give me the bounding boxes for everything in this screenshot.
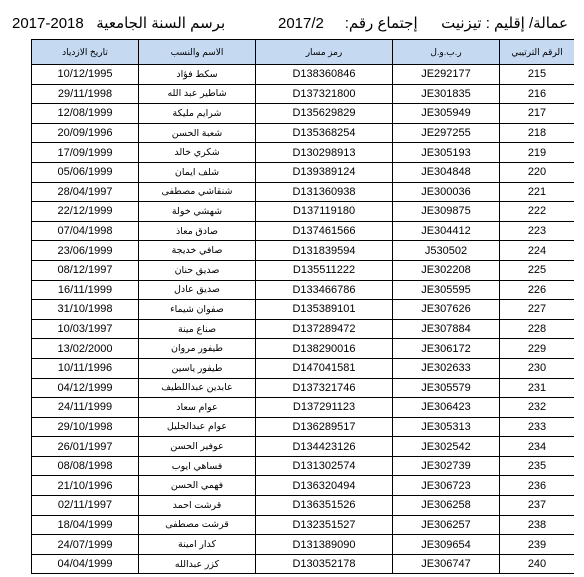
cell-number: 227 [500, 300, 575, 320]
cell-birthdate: 10/12/1995 [32, 65, 139, 85]
meeting-number [278, 14, 418, 32]
cell-massar: D137119180 [256, 202, 393, 222]
cell-number: 215 [500, 65, 575, 85]
cell-birthdate: 20/09/1996 [32, 123, 139, 143]
cell-name: صديق حنان [139, 260, 256, 280]
cell-number: 225 [500, 260, 575, 280]
table-row [32, 143, 575, 163]
cell-cin: JE309654 [393, 535, 500, 555]
cell-massar: D133466786 [256, 280, 393, 300]
table-row [32, 378, 575, 398]
cell-number: 232 [500, 398, 575, 418]
academic-year-label: برسم السنة الجامعية [96, 15, 226, 32]
cell-cin: JE300036 [393, 182, 500, 202]
cell-massar: D135389101 [256, 300, 393, 320]
table-row [32, 535, 575, 555]
cell-massar: D136351526 [256, 496, 393, 516]
cell-cin: JE306258 [393, 496, 500, 516]
cell-birthdate: 07/04/1998 [32, 221, 139, 241]
cell-birthdate: 10/11/1996 [32, 358, 139, 378]
table-row [32, 319, 575, 339]
cell-birthdate: 13/02/2000 [32, 339, 139, 359]
cell-cin: JE306723 [393, 476, 500, 496]
cell-birthdate: 12/08/1999 [32, 104, 139, 124]
cell-massar: D137321746 [256, 378, 393, 398]
table-row [32, 123, 575, 143]
cell-cin: JE304848 [393, 162, 500, 182]
cell-name: شكري خالد [139, 143, 256, 163]
cell-massar: D131302574 [256, 456, 393, 476]
cell-number: 228 [500, 319, 575, 339]
table-row [32, 476, 575, 496]
cell-number: 224 [500, 241, 575, 261]
cell-massar: D138290016 [256, 339, 393, 359]
cell-massar: D138360846 [256, 65, 393, 85]
cell-cin: JE306257 [393, 515, 500, 535]
table-row [32, 554, 575, 574]
cell-number: 240 [500, 554, 575, 574]
cell-massar: D131839594 [256, 241, 393, 261]
cell-number: 238 [500, 515, 575, 535]
academic-year [12, 14, 225, 32]
cell-name: قرشت احمد [139, 496, 256, 516]
province-label: عمالة/ إقليم : [485, 15, 568, 32]
cell-number: 234 [500, 437, 575, 457]
cell-cin: JE305579 [393, 378, 500, 398]
cell-birthdate: 21/10/1996 [32, 476, 139, 496]
academic-year-value: 2018-2017 [12, 15, 84, 32]
cell-massar: D137461566 [256, 221, 393, 241]
cell-cin: JE302542 [393, 437, 500, 457]
cell-name: شنقاشي مصطفى [139, 182, 256, 202]
cell-birthdate: 26/01/1997 [32, 437, 139, 457]
cell-name: شاطير عبد الله [139, 84, 256, 104]
cell-birthdate: 04/04/1999 [32, 554, 139, 574]
cell-name: صفوان شيماء [139, 300, 256, 320]
cell-birthdate: 29/10/1998 [32, 417, 139, 437]
cell-birthdate: 02/11/1997 [32, 496, 139, 516]
cell-name: فهمي الحسن [139, 476, 256, 496]
cell-number: 221 [500, 182, 575, 202]
cell-massar: D135629829 [256, 104, 393, 124]
cell-number: 230 [500, 358, 575, 378]
cell-massar: D135511222 [256, 260, 393, 280]
cell-number: 233 [500, 417, 575, 437]
cell-name: شهشي خولة [139, 202, 256, 222]
cell-number: 237 [500, 496, 575, 516]
cell-birthdate: 23/06/1999 [32, 241, 139, 261]
table-row [32, 358, 575, 378]
cell-number: 226 [500, 280, 575, 300]
table-row [32, 84, 575, 104]
cell-birthdate: 08/12/1997 [32, 260, 139, 280]
cell-cin: JE309875 [393, 202, 500, 222]
table-row [32, 104, 575, 124]
cell-number: 222 [500, 202, 575, 222]
cell-cin: JE306747 [393, 554, 500, 574]
cell-cin: JE297255 [393, 123, 500, 143]
cell-cin: JE302633 [393, 358, 500, 378]
table-row [32, 398, 575, 418]
cell-massar: D137321800 [256, 84, 393, 104]
cell-cin: JE305193 [393, 143, 500, 163]
cell-name: طيفور ياسين [139, 358, 256, 378]
table-row [32, 437, 575, 457]
cell-name: عوام سعاد [139, 398, 256, 418]
meeting-number-value: 2017/2 [278, 15, 324, 32]
table-header-row [32, 40, 575, 65]
table-row [32, 221, 575, 241]
table-row [32, 300, 575, 320]
cell-name: عوفير الحسن [139, 437, 256, 457]
cell-birthdate: 05/06/1999 [32, 162, 139, 182]
table-row [32, 515, 575, 535]
table-row [32, 496, 575, 516]
cell-cin: JE305949 [393, 104, 500, 124]
cell-cin: J530502 [393, 241, 500, 261]
table-row [32, 65, 575, 85]
cell-number: 223 [500, 221, 575, 241]
cell-cin: JE305313 [393, 417, 500, 437]
cell-number: 220 [500, 162, 575, 182]
cell-name: قرشت مصطفى [139, 515, 256, 535]
column-header-name: الاسم والنسب [139, 40, 256, 65]
cell-name: كزر عبدالله [139, 554, 256, 574]
cell-massar: D139389124 [256, 162, 393, 182]
cell-cin: JE306172 [393, 339, 500, 359]
cell-name: عابدين عبداللطيف [139, 378, 256, 398]
cell-number: 219 [500, 143, 575, 163]
cell-number: 218 [500, 123, 575, 143]
cell-massar: D131389090 [256, 535, 393, 555]
table-row [32, 280, 575, 300]
column-header-massar: رمز مسار [256, 40, 393, 65]
column-header-number: الرقم الترتيبي [500, 40, 575, 65]
cell-massar: D131360938 [256, 182, 393, 202]
cell-birthdate: 18/04/1999 [32, 515, 139, 535]
cell-massar: D136289517 [256, 417, 393, 437]
cell-birthdate: 29/11/1998 [32, 84, 139, 104]
cell-name: فساهي ايوب [139, 456, 256, 476]
cell-number: 216 [500, 84, 575, 104]
table-row [32, 417, 575, 437]
cell-name: عوام عبدالجليل [139, 417, 256, 437]
column-header-cin: ر.ب.و.ل [393, 40, 500, 65]
cell-birthdate: 10/03/1997 [32, 319, 139, 339]
cell-birthdate: 04/12/1999 [32, 378, 139, 398]
cell-massar: D130298913 [256, 143, 393, 163]
cell-name: طيفور مروان [139, 339, 256, 359]
table-row [32, 162, 575, 182]
table-row [32, 339, 575, 359]
cell-massar: D135368254 [256, 123, 393, 143]
cell-massar: D137291123 [256, 398, 393, 418]
cell-massar: D147041581 [256, 358, 393, 378]
cell-massar: D132351527 [256, 515, 393, 535]
cell-name: شرايم مليكة [139, 104, 256, 124]
cell-cin: JE306423 [393, 398, 500, 418]
cell-birthdate: 22/12/1999 [32, 202, 139, 222]
column-header-birthdate: تاريخ الازدياد [32, 40, 139, 65]
cell-birthdate: 28/04/1997 [32, 182, 139, 202]
cell-birthdate: 24/07/1999 [32, 535, 139, 555]
cell-cin: JE302208 [393, 260, 500, 280]
cell-birthdate: 08/08/1998 [32, 456, 139, 476]
students-table-container [31, 39, 574, 577]
cell-birthdate: 24/11/1999 [32, 398, 139, 418]
cell-birthdate: 31/10/1998 [32, 300, 139, 320]
table-row [32, 182, 575, 202]
table-body [32, 65, 575, 574]
cell-massar: D130352178 [256, 554, 393, 574]
province [441, 14, 568, 32]
cell-cin: JE301835 [393, 84, 500, 104]
cell-name: صناع مينة [139, 319, 256, 339]
cell-cin: JE307884 [393, 319, 500, 339]
table-row [32, 202, 575, 222]
cell-number: 235 [500, 456, 575, 476]
meeting-number-label: إجتماع رقم: [344, 15, 418, 32]
cell-cin: JE292177 [393, 65, 500, 85]
cell-name: شعبة الحسن [139, 123, 256, 143]
cell-name: شلف ايمان [139, 162, 256, 182]
cell-number: 239 [500, 535, 575, 555]
cell-cin: JE302739 [393, 456, 500, 476]
cell-massar: D136320494 [256, 476, 393, 496]
cell-birthdate: 17/09/1999 [32, 143, 139, 163]
students-table [31, 39, 574, 574]
cell-cin: JE307626 [393, 300, 500, 320]
cell-name: صافي خديجة [139, 241, 256, 261]
document-header [0, 0, 584, 36]
cell-cin: JE305595 [393, 280, 500, 300]
cell-number: 236 [500, 476, 575, 496]
cell-number: 217 [500, 104, 575, 124]
table-row [32, 456, 575, 476]
cell-number: 231 [500, 378, 575, 398]
cell-name: كدار امينة [139, 535, 256, 555]
table-row [32, 260, 575, 280]
cell-name: صديق عادل [139, 280, 256, 300]
cell-massar: D134423126 [256, 437, 393, 457]
cell-cin: JE304412 [393, 221, 500, 241]
cell-number: 229 [500, 339, 575, 359]
cell-name: سكط فؤاد [139, 65, 256, 85]
table-row [32, 241, 575, 261]
province-value: تيزنيت [441, 15, 482, 32]
cell-birthdate: 16/11/1999 [32, 280, 139, 300]
cell-massar: D137289472 [256, 319, 393, 339]
cell-name: صادق معاذ [139, 221, 256, 241]
